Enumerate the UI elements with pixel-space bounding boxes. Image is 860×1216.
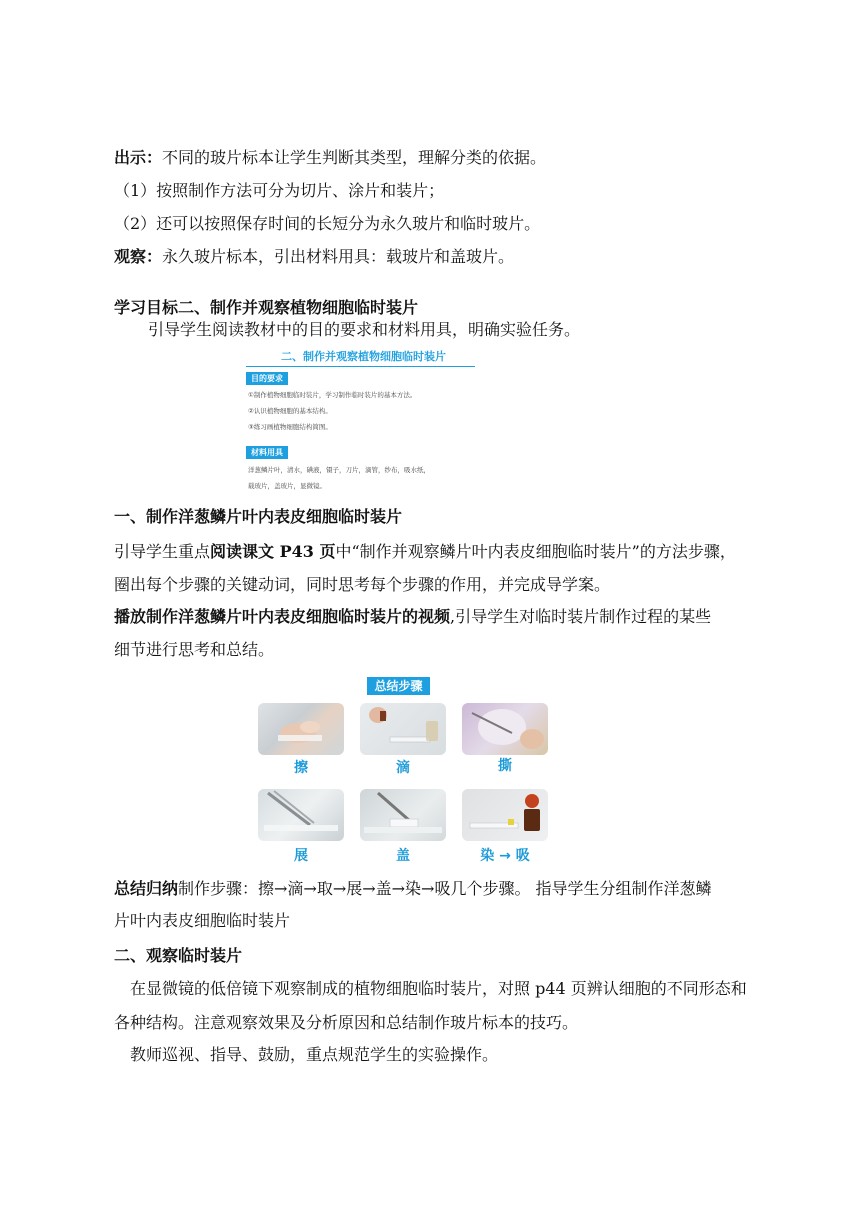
materials-item: 载玻片，盖玻片，显微镜。 [248, 482, 326, 490]
photo-tear [462, 703, 548, 755]
photo-wipe [258, 703, 344, 755]
list-item-1: （1）按照制作方法可分为切片、涂片和装片； [114, 181, 445, 200]
text-segment: ,引导学生对临时装片制作过程的某些 [450, 607, 712, 626]
heading-observe-slide: 二、观察临时装片 [114, 946, 243, 965]
photo-cover [360, 789, 446, 841]
stain-photo-icon [462, 789, 548, 841]
text-emphasis: 阅读课文 P43 页 [210, 542, 336, 561]
drip-photo-icon [360, 703, 446, 755]
paragraph-observe [114, 247, 514, 267]
textbook-excerpt-figure [243, 344, 481, 494]
heading-goal-2: 学习目标二、制作并观察植物细胞临时装片 [114, 298, 419, 317]
cover-photo-icon [360, 789, 446, 841]
paragraph-read-text-line2: 圈出每个步骤的关键动词，同时思考每个步骤的作用，并完成导学案。 [114, 575, 611, 594]
section-badge-goals: 目的要求 [246, 372, 288, 385]
paragraph-microscope-line2: 各种结构。注意观察效果及分析原因和总结制作玻片标本的技巧。 [114, 1013, 579, 1032]
step-label-drip: 滴 [396, 760, 410, 776]
label-observe: 观察： [114, 247, 163, 266]
photo-spread [258, 789, 344, 841]
wipe-photo-icon [258, 703, 344, 755]
step-label-wipe: 擦 [294, 760, 308, 776]
label-show: 出示： [114, 148, 163, 167]
text-segment: 中“制作并观察鳞片叶内表皮细胞临时装片”的方法步骤， [335, 542, 736, 561]
text-segment: 引导学生重点 [114, 542, 211, 561]
paragraph-microscope: 在显微镜的低倍镜下观察制成的植物细胞临时装片，对照 p44 页辨认细胞的不同形态和 [130, 979, 747, 998]
step-label-tear: 撕 [498, 758, 512, 774]
goal-item: ③练习画植物细胞结构简图。 [248, 423, 332, 431]
paragraph-video [114, 607, 711, 627]
paragraph-video-line2: 细节进行思考和总结。 [114, 640, 275, 659]
heading-onion-slide: 一、制作洋葱鳞片叶内表皮细胞临时装片 [114, 507, 403, 526]
photo-stain-absorb [462, 789, 548, 841]
paragraph-show [114, 148, 546, 168]
paragraph-teacher: 教师巡视、指导、鼓励，重点规范学生的实验操作。 [130, 1045, 499, 1064]
summary-steps-figure [256, 675, 562, 865]
figure1-title: 二、制作并观察植物细胞临时装片 [281, 350, 446, 363]
section-badge-materials: 材料用具 [246, 446, 288, 459]
goal-item: ②认识植物细胞的基本结构。 [248, 407, 332, 415]
paragraph-summary [114, 879, 712, 899]
materials-item: 洋葱鳞片叶，清水，碘液，镊子，刀片，滴管，纱布，吸水纸， [248, 466, 430, 474]
text-show: 不同的玻片标本让学生判断其类型，理解分类的依据。 [162, 148, 547, 167]
paragraph-guide-read: 引导学生阅读教材中的目的要求和材料用具，明确实验任务。 [148, 320, 581, 339]
divider [246, 366, 475, 367]
text-observe: 永久玻片标本，引出材料用具：载玻片和盖玻片。 [162, 247, 515, 266]
paragraph-read-text [114, 542, 736, 562]
goal-item: ①制作植物细胞临时装片，学习制作临时装片的基本方法。 [248, 391, 417, 399]
step-label-stain-absorb: 染 → 吸 [480, 848, 530, 864]
step-label-cover: 盖 [396, 848, 410, 864]
tear-photo-icon [462, 703, 548, 755]
text-emphasis: 总结归纳 [114, 879, 179, 898]
figure2-title: 总结步骤 [367, 677, 430, 695]
spread-photo-icon [258, 789, 344, 841]
list-item-2: （2）还可以按照保存时间的长短分为永久玻片和临时玻片。 [114, 214, 541, 233]
paragraph-summary-line2: 片叶内表皮细胞临时装片 [114, 911, 291, 930]
photo-drip [360, 703, 446, 755]
text-emphasis: 播放制作洋葱鳞片叶内表皮细胞临时装片的视频 [114, 607, 451, 626]
step-label-spread: 展 [294, 848, 308, 864]
text-segment: 制作步骤：擦→滴→取→展→盖→染→吸几个步骤。 指导学生分组制作洋葱鳞 [178, 879, 712, 898]
